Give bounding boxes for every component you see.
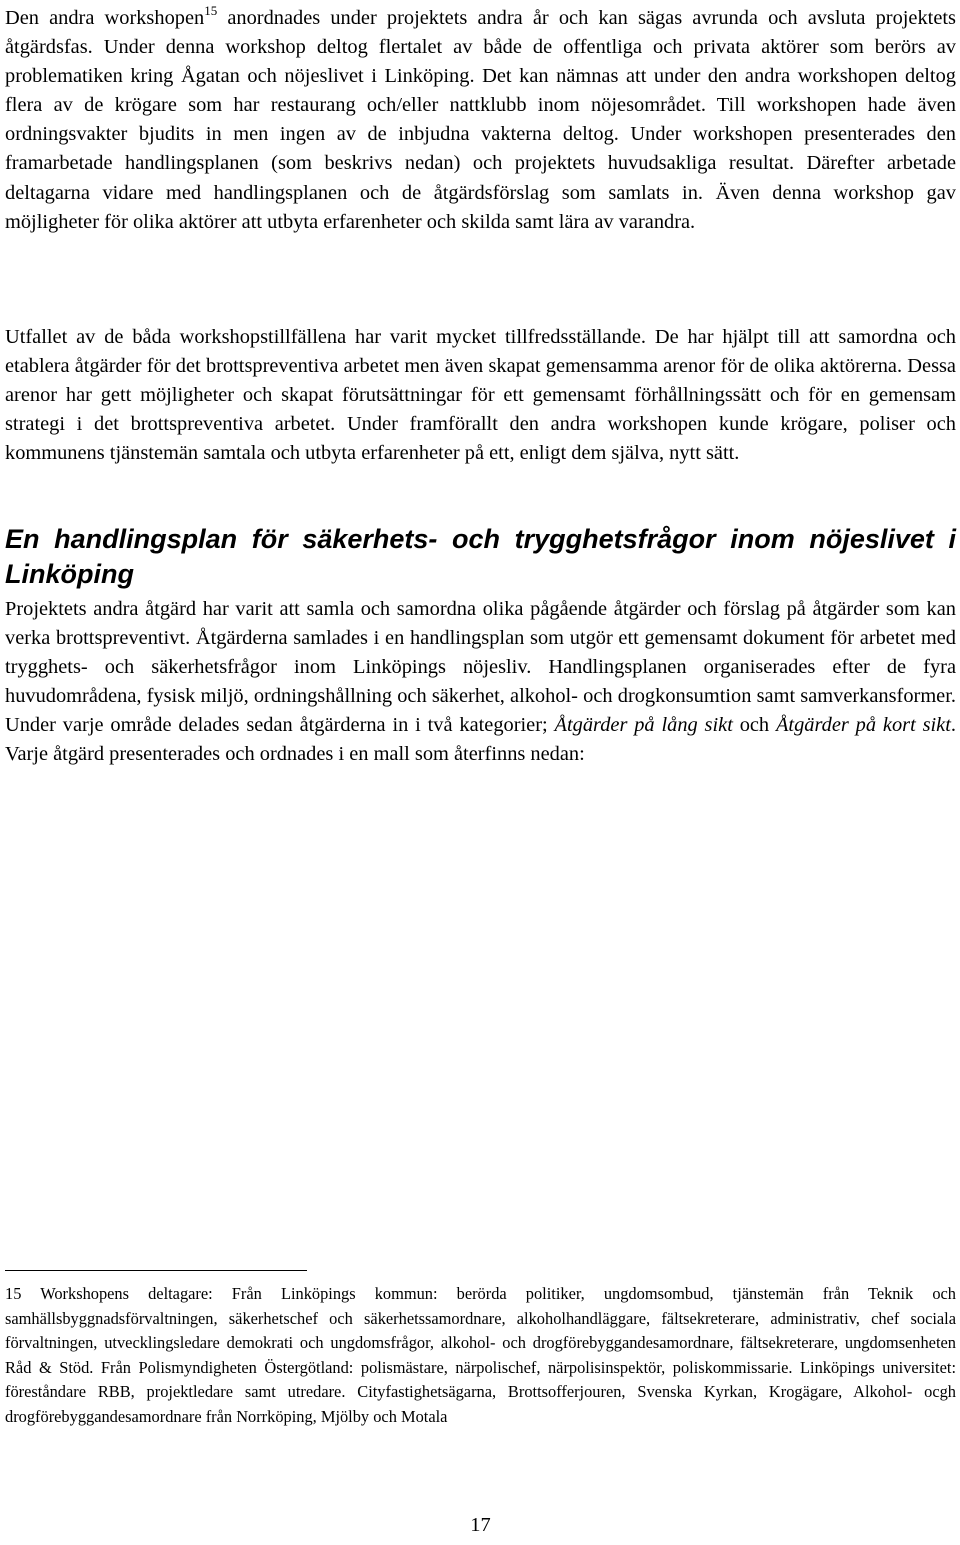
paragraph-text: Den andra workshopen [5,7,205,29]
italic-term-long-term: Åtgärder på lång sikt [554,714,733,737]
paragraph-text: . Varje åtgärd presenterades och ordnades i en mall som återfinns nedan: [5,714,956,766]
page-number: 17 [470,1514,491,1536]
paragraph-text: Projektets andra åtgärd har varit att samla och samordna olika pågående åtgärder och förslag på åtgärder som kan verka brottspreventivt. Åtgärderna samlades i en handlingsplan som utgör ett gemensamt dokument för arbetet med trygghets- och säkerhetsfrågor inom Linköpings nöjesliv. Handlingsplanen organiserades efter de fyra huvudområdena, fysisk miljö, ordningshållning och säkerhet, alkohol- och drogkonsumtion samt samverkansformer. Under varje område delades sedan åtgärderna in i två kategorier; [5,598,956,737]
paragraph-text: och [732,714,776,737]
paragraph-text: anordnades under projektets andra år och kan sägas avrunda och avsluta projektets åtgärdsfas. Under denna workshop deltog flertalet av både de offentliga och privata aktörer som berörs av problematiken kring Ågatan och nöjeslivet i Linköping. Det kan nämnas att under den andra workshopen deltog flera av de krögare som har restaurang och/eller nattklubb inom nöjesområdet. Till workshopen hade även ordningsvakter bjudits in men ingen av de inbjudna vakterna deltog. Under workshopen presenterades den framarbetade handlingsplanen (som beskrivs nedan) och projektets huvudsakliga resultat. Därefter arbetade deltagarna vidare med handlingsplanen och de åtgärdsförslag som samlats in. Även denna workshop gav möjligheter för olika aktörer att utbyta erfarenheter och skilda samt lära av varandra. [5,7,956,233]
section-heading: En handlingsplan för säkerhets- och trygghetsfrågor inom nöjeslivet i Linköping [5,524,956,589]
paragraph-workshop-two [5,4,956,237]
footnote-reference[interactable]: 15 [204,3,218,18]
footnote-separator [5,1270,307,1271]
paragraph-action-plan [5,595,956,770]
paragraph-outcome: Utfallet av de båda workshopstillfällena har varit mycket tillfredsställande. De har hjälpt till att samordna och etablera åtgärder för det brottspreventiva arbetet men även skapat gemensamma arenor för de olika aktörerna. Dessa arenor har gett möjligheter och skapat förutsättningar för ett gemensamt förhållningssätt och för en gemensam strategi i det brottspreventiva arbetet. Under framförallt den andra workshopen kunde krögare, poliser och kommunens tjänstemän samtala och utbyta erfarenheter på ett, enligt dem själva, nytt sätt. [5,326,956,465]
footnote-text: Workshopens deltagare: Från Linköpings kommun: berörda politiker, ungdomsombud, tjänstemän från Teknik och samhällsbyggnadsförvaltningen, säkerhetschef och säkerhetssamordnare, alkoholhandläggare, fältsekreterare, administrativ, chef sociala förvaltningen, utvecklingsledare demokrati och ungdomsfrågor, alkohol- och drogförebyggandesamordnare, fältsekreterare, ungdomsenheten Råd & Stöd. Från Polismyndigheten Östergötland: polismästare, närpolischef, närpolisinspektör, poliskommissarie. Linköpings universitet: föreståndare RBB, projektledare samt utredare. Cityfastighetsägarna, Brottsofferjouren, Svenska Kyrkan, Krogägare, Alkohol- ocgh drogförebyggandesamordnare från Norrköping, Mjölby och Motala [5,1284,956,1426]
footnote [5,1282,956,1430]
footnote-number: 15 [5,1284,22,1303]
italic-term-short-term: Åtgärder på kort sikt [775,714,951,737]
